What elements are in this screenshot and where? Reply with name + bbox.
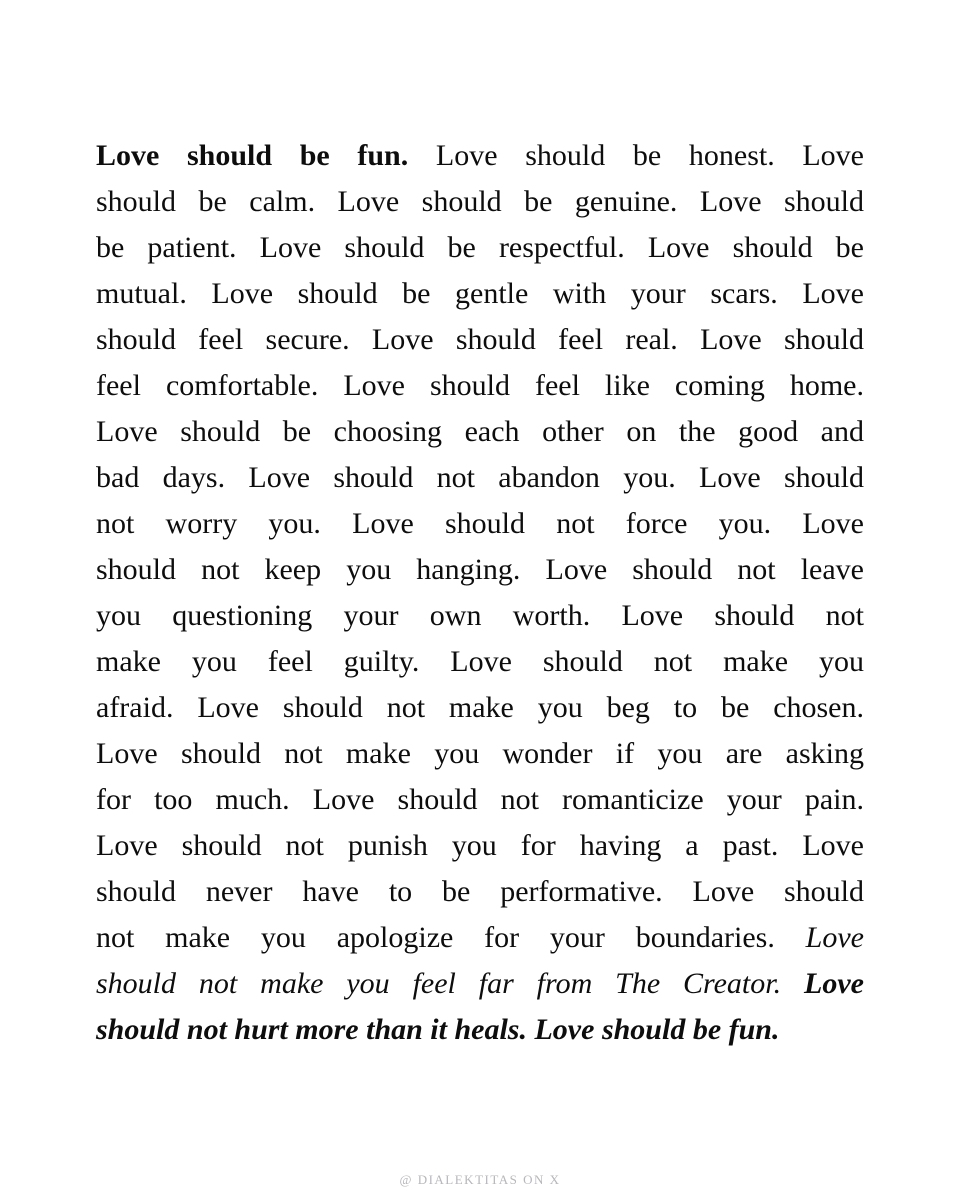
text-segment: be patient. Love should be respectful. Love should be bbox=[96, 231, 864, 264]
text-segment: make you feel guilty. Love should not make you bbox=[96, 645, 864, 678]
text-line bbox=[96, 547, 864, 593]
text-line bbox=[96, 869, 864, 915]
text-segment: for too much. Love should not romanticize your pain. bbox=[96, 783, 864, 816]
text-line bbox=[96, 133, 864, 179]
text-line bbox=[96, 179, 864, 225]
text-line bbox=[96, 363, 864, 409]
text-segment: should not hurt more than it heals. Love should be fun. bbox=[96, 1013, 780, 1046]
text-line bbox=[96, 593, 864, 639]
text-segment: should not make you feel far from The Creator. bbox=[96, 967, 805, 1000]
text-line bbox=[96, 685, 864, 731]
text-segment: not make you apologize for your boundaries. bbox=[96, 921, 806, 954]
text-line bbox=[96, 823, 864, 869]
text-segment: mutual. Love should be gentle with your scars. Love bbox=[96, 277, 864, 310]
text-line bbox=[96, 1007, 864, 1053]
text-line bbox=[96, 271, 864, 317]
text-segment: not worry you. Love should not force you. Love bbox=[96, 507, 864, 540]
text-line bbox=[96, 961, 864, 1007]
text-segment: Love should be fun. bbox=[96, 139, 409, 172]
text-line bbox=[96, 915, 864, 961]
text-segment: should not keep you hanging. Love should not leave bbox=[96, 553, 864, 586]
text-line bbox=[96, 639, 864, 685]
text-line bbox=[96, 455, 864, 501]
text-line bbox=[96, 317, 864, 363]
text-segment: Love should be honest. Love bbox=[408, 139, 865, 172]
text-segment: should feel secure. Love should feel real. Love should bbox=[96, 323, 864, 356]
text-segment: afraid. Love should not make you beg to be chosen. bbox=[96, 691, 864, 724]
text-line bbox=[96, 777, 864, 823]
text-segment: feel comfortable. Love should feel like coming home. bbox=[96, 369, 864, 402]
text-line bbox=[96, 731, 864, 777]
text-segment: should be calm. Love should be genuine. Love should bbox=[96, 185, 864, 218]
text-line bbox=[96, 409, 864, 455]
text-line bbox=[96, 225, 864, 271]
text-segment: Love bbox=[804, 967, 864, 1000]
text-segment: bad days. Love should not abandon you. Love should bbox=[96, 461, 864, 494]
text-segment: Love should not punish you for having a past. Love bbox=[96, 829, 864, 862]
watermark: @ DIALEKTITAS ON X bbox=[399, 1172, 561, 1187]
text-segment: Love should not make you wonder if you are asking bbox=[96, 737, 864, 770]
text-segment: Love bbox=[805, 921, 864, 954]
text-segment: Love should be choosing each other on the good and bbox=[96, 415, 864, 448]
text-segment: you questioning your own worth. Love should not bbox=[96, 599, 864, 632]
text-segment: should never have to be performative. Love should bbox=[96, 875, 864, 908]
quote-paragraph bbox=[96, 133, 864, 1053]
text-line bbox=[96, 501, 864, 547]
